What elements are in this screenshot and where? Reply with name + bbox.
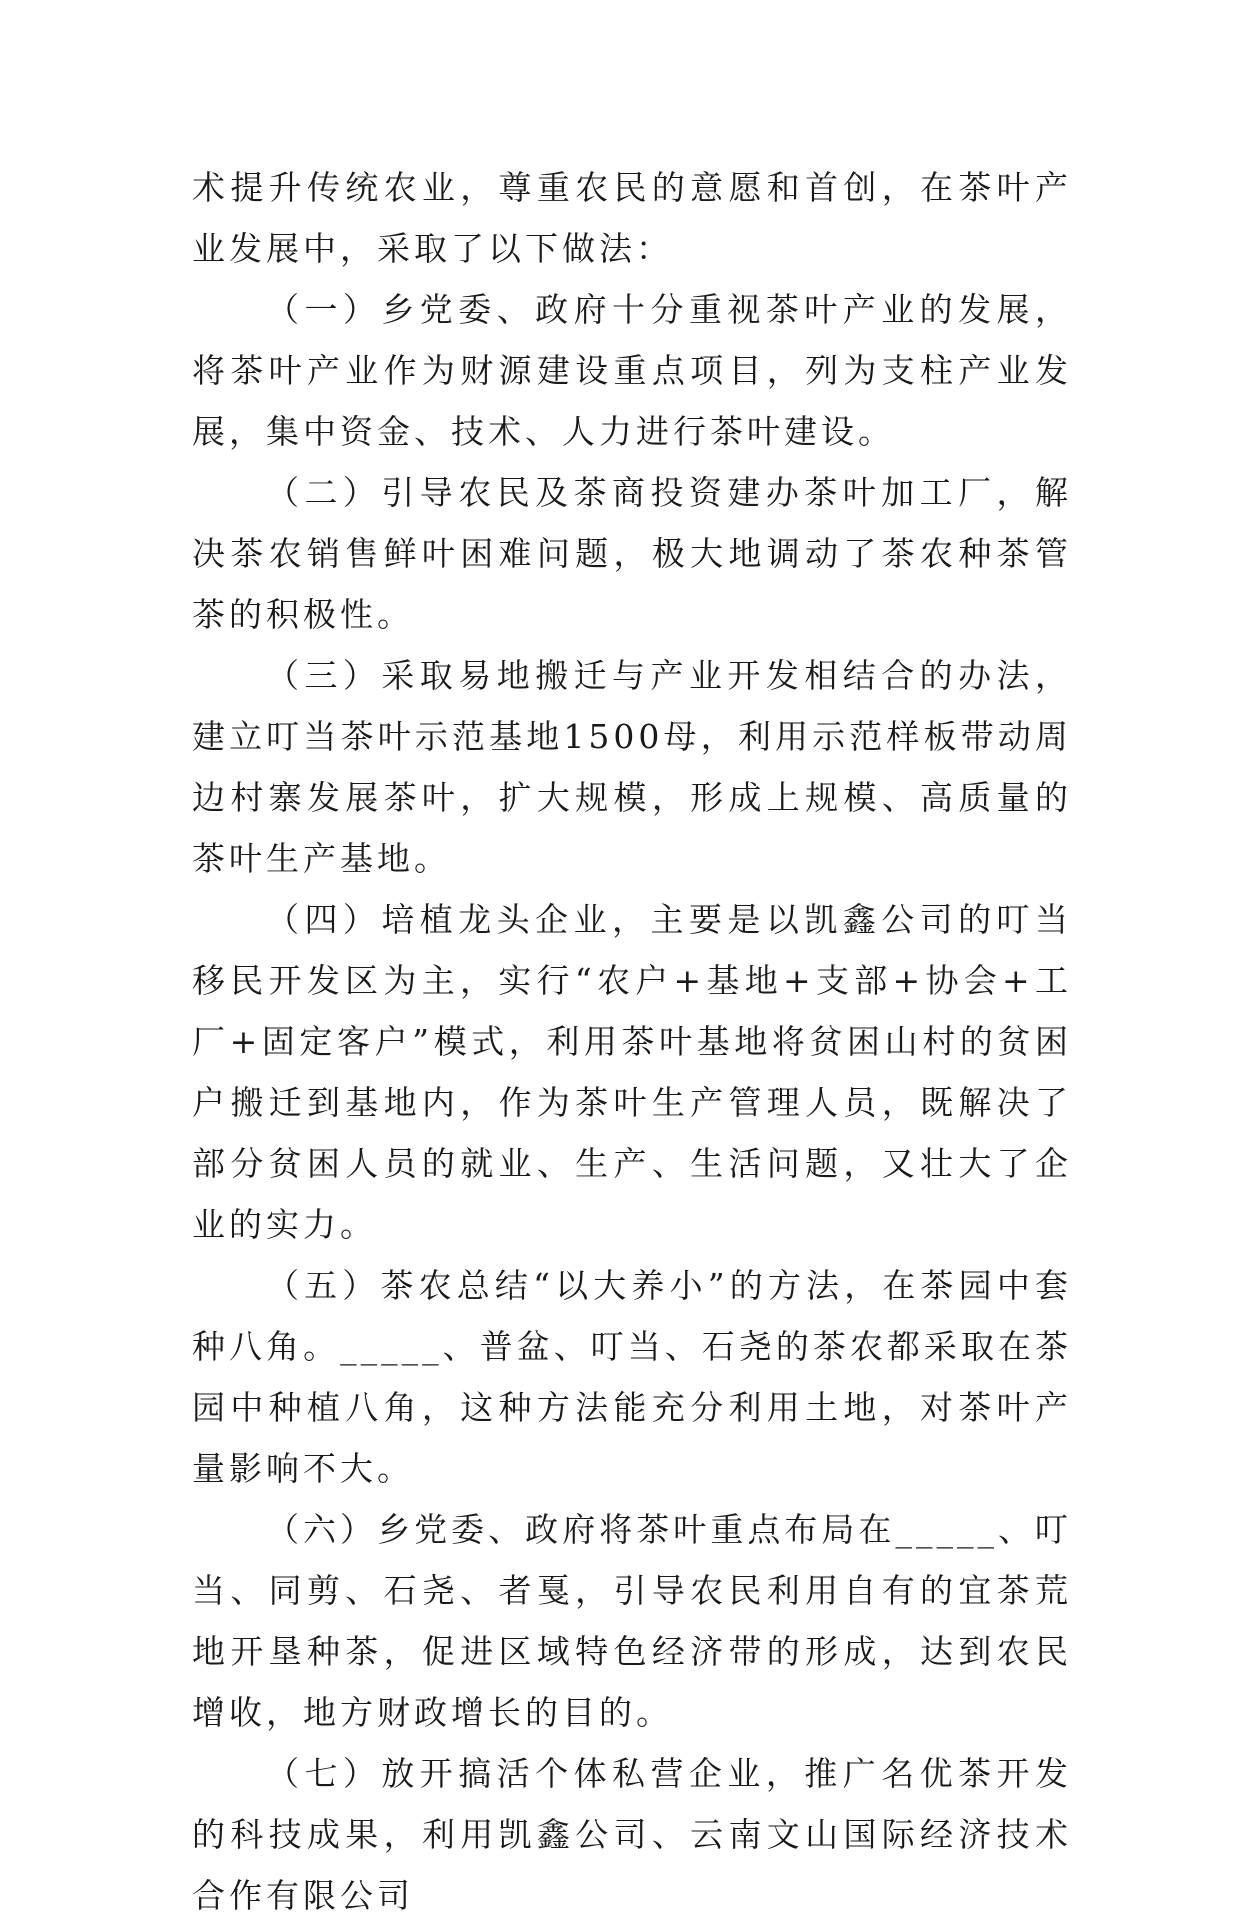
body-text <box>192 157 1072 1926</box>
paragraph-item-6: （六）乡党委、政府将茶叶重点布局在_____、叮当、同剪、石尧、者戛，引导农民利用自有的宜茶荒地开垦种茶，促进区域特色经济带的形成，达到农民增收，地方财政增长的目的。 <box>192 1510 1072 1732</box>
paragraph-item-3: （三）采取易地搬迁与产业开发相结合的办法，建立叮当茶叶示范基地1500母，利用示范样板带动周边村寨发展茶叶，扩大规模，形成上规模、高质量的茶叶生产基地。 <box>192 656 1072 878</box>
paragraph-continuation: 术提升传统农业，尊重农民的意愿和首创，在茶叶产业发展中，采取了以下做法： <box>192 168 1072 268</box>
paragraph-item-1: （一）乡党委、政府十分重视茶叶产业的发展，将茶叶产业作为财源建设重点项目，列为支柱产业发展，集中资金、技术、人力进行茶叶建设。 <box>192 290 1072 451</box>
paragraph-item-2: （二）引导农民及茶商投资建办茶叶加工厂，解决茶农销售鲜叶困难问题，极大地调动了茶农种茶管茶的积极性。 <box>192 473 1072 634</box>
paragraph-item-7: （七）放开搞活个体私营企业，推广名优茶开发的科技成果，利用凯鑫公司、云南文山国际经济技术合作有限公司 <box>192 1754 1072 1915</box>
paragraph-item-5: （五）茶农总结“以大养小”的方法，在茶园中套种八角。_____、普盆、叮当、石尧的茶农都采取在茶园中种植八角，这种方法能充分利用土地，对茶叶产量影响不大。 <box>192 1266 1072 1488</box>
paragraph-item-4: （四）培植龙头企业，主要是以凯鑫公司的叮当移民开发区为主，实行“农户+基地+支部+协会+工厂+固定客户”模式，利用茶叶基地将贫困山村的贫困户搬迁到基地内，作为茶叶生产管理人员，既解决了部分贫困人员的就业、生产、生活问题，又壮大了企业的实力。 <box>192 900 1072 1244</box>
